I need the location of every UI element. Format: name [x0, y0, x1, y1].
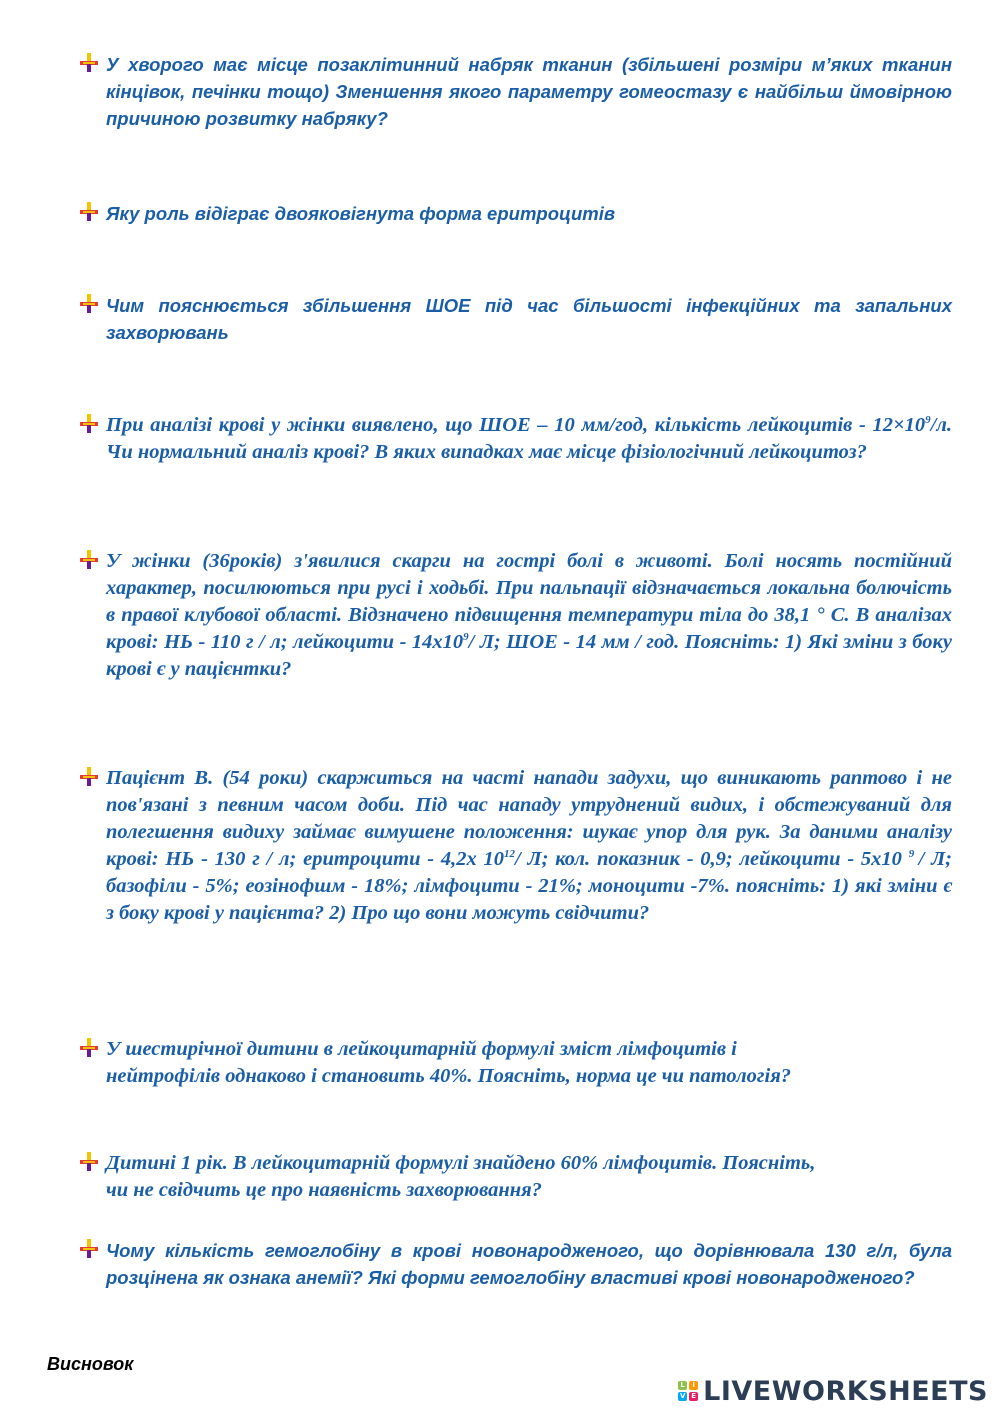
question-text: У жінки (36років) з'явилися скарги на гострі болі в животі. Болі носять постійний характер, посилюються при русі і ходьбі. При пальпації відзначається локальна болючість в правої клубової області. Відзначено підвищення температури тіла до 38,1 ° С. В аналізах крові: НЬ - 110 г / л; лейкоцити - $14х10^9/$ Л; ШОЕ - 14 мм / год. Поясніть: 1) Які зміни з боку крові є у пацієнтки?: [106, 550, 953, 680]
bullet-icon: [80, 1038, 106, 1060]
question-text: У хворого має місце позаклітинний набряк тканин (збільшені розміри м’яких тканин кінцівок, печінки тощо) Зменшення якого параметру гомеостазу є найбільш ймовірною причиною розвитку набряку?: [106, 54, 952, 129]
bullet-icon: [80, 53, 106, 75]
liveworksheets-logo: [678, 1374, 988, 1408]
bullet-icon: [80, 767, 106, 789]
conclusion-label: Висновок: [47, 1354, 134, 1374]
bullet-icon: [80, 550, 106, 572]
question-7: [80, 1036, 952, 1090]
question-text: Чим пояснюється збільшення ШОЕ під час більшості інфекційних та запальних захворювань: [106, 295, 952, 343]
bullet-icon: [80, 1239, 106, 1261]
question-text: Чому кількість гемоглобіну в крові новонародженого, що дорівнювала 130 г/л, була розцінена як ознака анемії? Які форми гемоглобіну властиві крові новонародженого?: [106, 1240, 953, 1288]
question-text: При аналізі крові у жінки виявлено, що ШОЕ – 10 мм/год, кількість лейкоцитів - $12\times 10^9/л$. Чи нормальний аналіз крові? В яких випадках має місце фізіологічний лейкоцитоз?: [106, 414, 952, 463]
question-6: [80, 765, 952, 927]
question-4: [80, 412, 952, 466]
logo-badge-icon: L I V E: [678, 1381, 698, 1401]
bullet-icon: [80, 414, 106, 436]
question-8: [80, 1150, 952, 1204]
question-1: [80, 51, 952, 132]
question-2: [80, 200, 952, 227]
question-text: У шестирічної дитини в лейкоцитарній формулі зміст лімфоцитів і нейтрофілів однаково і становить 40%. Поясніть, норма це чи патологія?: [106, 1038, 791, 1087]
question-3: [80, 292, 952, 346]
bullet-icon: [80, 294, 106, 316]
question-5: [80, 548, 952, 683]
question-text: Пацієнт В. (54 роки) скаржиться на часті напади задухи, що виникають раптово і не пов'язані з певним часом доби. Під час нападу утруднений видих, і обстежуваний для полегшення видиху займає вимушене положення: шукає упор для рук. За даними аналізу крові: НЬ - 130 г / л; еритроцити - 4,2х $10^{12}/$ Л; кол. показник - 0,9; лейкоцити - 5х10 $^9$ / Л; базофіли - 5%; еозінофшм - 18%; лімфоцити - 21%; моноцити -7%. поясніть: 1) які зміни є з боку крові у пацієнта? 2) Про що вони можуть свідчити?: [106, 767, 953, 924]
bullet-icon: [80, 1152, 106, 1174]
bullet-icon: [80, 202, 106, 224]
question-text: Дитині 1 рік. В лейкоцитарній формулі знайдено 60% лімфоцитів. Поясніть, чи не свідчить це про наявність захворювання?: [106, 1152, 816, 1201]
question-9: [80, 1237, 952, 1291]
question-text: Яку роль відіграє двояковігнута форма еритроцитів: [106, 203, 616, 224]
logo-text: LIVEWORKSHEETS: [703, 1375, 988, 1407]
